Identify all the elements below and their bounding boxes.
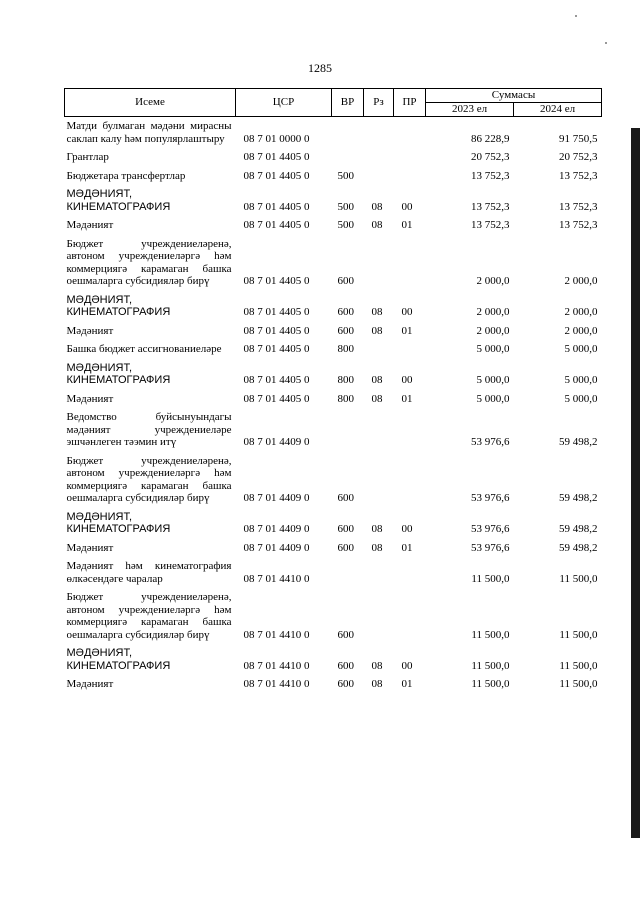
row-amount-2024: 59 498,2 (559, 492, 598, 504)
header-year-2024: 2024 ел (514, 103, 602, 117)
row-amount-2024: 2 000,0 (564, 324, 598, 337)
row-pr: 01 (401, 678, 413, 690)
row-vr: 600 (337, 628, 354, 641)
row-pr: 00 (401, 306, 413, 318)
row-amount-2023: 11 500,0 (471, 678, 510, 690)
row-amount-2023: 53 976,6 (471, 541, 510, 554)
row-csr: 08 7 01 4405 0 (243, 151, 310, 163)
row-amount-2023: 11 500,0 (471, 628, 510, 641)
row-amount-2023: 13 752,3 (471, 219, 510, 231)
row-name: Мәдәният (66, 324, 114, 337)
row-name: Мәдәният (66, 541, 114, 554)
row-name: Мәдәният (66, 678, 114, 690)
scan-speck (575, 15, 577, 17)
table-row (65, 539, 602, 558)
row-amount-2023: 20 752,3 (471, 151, 510, 163)
row-amount-2024: 13 752,3 (559, 200, 598, 213)
row-amount-2024: 5 000,0 (564, 392, 598, 405)
row-name: МӘДӘНИЯТ, КИНЕМАТОГРАФИЯ (66, 510, 171, 535)
row-pr: 00 (401, 374, 413, 386)
row-name: Бюджетара трансфертлар (66, 169, 186, 182)
header-pr: ПР (394, 89, 426, 117)
row-csr: 08 7 01 4405 0 (243, 392, 310, 405)
table-row (65, 557, 602, 588)
row-amount-2024: 59 498,2 (559, 436, 598, 448)
row-pr (394, 117, 426, 149)
row-pr: 01 (401, 324, 413, 337)
row-amount-2023: 11 500,0 (471, 659, 510, 672)
table-row (65, 148, 602, 167)
table-row (65, 291, 602, 322)
row-pr (394, 167, 426, 186)
row-csr: 08 7 01 4410 0 (243, 678, 310, 690)
row-rz (364, 148, 394, 167)
row-csr: 08 7 01 4410 0 (243, 628, 310, 641)
row-pr: 01 (401, 219, 413, 231)
row-amount-2023: 5 000,0 (476, 392, 510, 405)
row-name: МӘДӘНИЯТ, КИНЕМАТОГРАФИЯ (66, 361, 171, 386)
row-amount-2024: 13 752,3 (559, 219, 598, 231)
table-row (65, 452, 602, 508)
row-csr: 08 7 01 4409 0 (243, 541, 310, 554)
row-rz: 08 (371, 392, 383, 405)
table-row (65, 216, 602, 235)
scan-speck (605, 42, 607, 44)
row-rz: 08 (371, 324, 383, 337)
row-vr: 800 (337, 343, 354, 355)
row-amount-2023: 13 752,3 (471, 169, 510, 182)
row-amount-2023: 2 000,0 (476, 306, 510, 318)
row-name: Бюджет учреждениеләренә, автоном учреждениеләргә һәм коммерциягә карамаган башка оешмаларга субсидияләр бирү (66, 237, 232, 287)
table-header (65, 89, 602, 117)
row-vr: 600 (337, 678, 354, 690)
row-pr: 01 (401, 541, 413, 554)
row-csr: 08 7 01 4405 0 (243, 374, 310, 386)
table-row (65, 167, 602, 186)
table-row (65, 408, 602, 452)
row-name: Мәдәният һәм кинематография өлкәсендәге чаралар (66, 560, 232, 585)
header-year-2023: 2023 ел (426, 103, 514, 117)
row-amount-2024: 59 498,2 (559, 523, 598, 535)
header-rz: Рз (364, 89, 394, 117)
table-body (65, 117, 602, 694)
row-rz: 08 (371, 523, 383, 535)
row-rz (364, 452, 394, 508)
row-rz: 08 (371, 219, 383, 231)
row-name: МӘДӘНИЯТ, КИНЕМАТОГРАФИЯ (66, 647, 171, 672)
row-csr: 08 7 01 4405 0 (243, 343, 310, 355)
header-sums: Суммасы (426, 89, 602, 103)
header-name: Исеме (65, 89, 236, 117)
row-amount-2024: 2 000,0 (564, 306, 598, 318)
row-rz (364, 408, 394, 452)
header-csr: ЦСР (236, 89, 332, 117)
row-csr: 08 7 01 4409 0 (243, 492, 310, 504)
row-amount-2024: 2 000,0 (564, 275, 598, 287)
row-name: Грантлар (66, 151, 109, 163)
row-rz: 08 (371, 200, 383, 213)
row-vr: 600 (337, 275, 354, 287)
table-row (65, 117, 602, 149)
row-amount-2024: 11 500,0 (559, 628, 598, 641)
row-amount-2023: 13 752,3 (471, 200, 510, 213)
table-row (65, 322, 602, 341)
row-name: Матди булмаган мәдәни мирасны саклап калу һәм популярлаштыру (66, 120, 232, 145)
row-amount-2024: 59 498,2 (559, 541, 598, 554)
row-pr (394, 588, 426, 644)
row-name: Ведомство буйсынуындагы мәдәният учреждениеләре эшчәнлеген тәэмин итү (66, 411, 232, 448)
row-pr (394, 235, 426, 291)
row-amount-2023: 53 976,6 (471, 523, 510, 535)
row-rz (364, 557, 394, 588)
header-vr: ВР (332, 89, 364, 117)
row-rz: 08 (371, 374, 383, 386)
row-name: Башка бюджет ассигнованиеләре (66, 343, 222, 355)
row-amount-2024: 91 750,5 (559, 132, 598, 145)
row-rz (364, 235, 394, 291)
table-row (65, 390, 602, 409)
row-pr: 00 (401, 523, 413, 535)
table-row (65, 508, 602, 539)
row-amount-2023: 5 000,0 (476, 374, 510, 386)
row-name: Мәдәният (66, 392, 114, 405)
row-vr: 800 (337, 392, 354, 405)
row-amount-2023: 53 976,6 (471, 436, 510, 448)
row-vr (332, 557, 364, 588)
row-name: МӘДӘНИЯТ, КИНЕМАТОГРАФИЯ (66, 293, 171, 318)
row-pr (394, 148, 426, 167)
budget-table (64, 88, 602, 694)
row-amount-2023: 5 000,0 (476, 343, 510, 355)
row-csr: 08 7 01 4405 0 (243, 219, 310, 231)
row-rz (364, 340, 394, 359)
row-csr: 08 7 01 4410 0 (243, 572, 310, 585)
row-csr: 08 7 01 4405 0 (243, 306, 310, 318)
row-csr: 08 7 01 4405 0 (243, 324, 310, 337)
row-amount-2023: 2 000,0 (476, 275, 510, 287)
row-rz: 08 (371, 541, 383, 554)
row-csr: 08 7 01 4410 0 (243, 659, 310, 672)
row-csr: 08 7 01 4405 0 (243, 275, 310, 287)
row-vr (332, 148, 364, 167)
row-vr: 500 (337, 200, 354, 213)
row-csr: 08 7 01 4409 0 (243, 523, 310, 535)
row-vr (332, 408, 364, 452)
row-csr: 08 7 01 4405 0 (243, 200, 310, 213)
row-pr: 00 (401, 659, 413, 672)
row-amount-2024: 11 500,0 (559, 659, 598, 672)
row-pr: 01 (401, 392, 413, 405)
row-amount-2024: 11 500,0 (559, 678, 598, 690)
row-vr: 500 (337, 169, 354, 182)
row-pr (394, 452, 426, 508)
row-name: Бюджет учреждениеләренә, автоном учреждениеләргә һәм коммерциягә карамаган башка оешмаларга субсидияләр бирү (66, 591, 232, 641)
row-amount-2024: 5 000,0 (564, 374, 598, 386)
row-pr: 00 (401, 200, 413, 213)
row-rz (364, 167, 394, 186)
row-csr: 08 7 01 0000 0 (243, 132, 310, 145)
row-amount-2024: 5 000,0 (564, 343, 598, 355)
table-row (65, 588, 602, 644)
table-row (65, 185, 602, 216)
row-rz: 08 (371, 678, 383, 690)
row-rz: 08 (371, 306, 383, 318)
row-amount-2024: 11 500,0 (559, 572, 598, 585)
table-row (65, 675, 602, 694)
row-csr: 08 7 01 4405 0 (243, 169, 310, 182)
row-name: Мәдәният (66, 219, 114, 231)
scan-edge-shadow (631, 128, 640, 838)
row-rz (364, 588, 394, 644)
table-row (65, 644, 602, 675)
row-amount-2023: 53 976,6 (471, 492, 510, 504)
row-vr: 600 (337, 541, 354, 554)
table-row (65, 359, 602, 390)
row-name: Бюджет учреждениеләренә, автоном учреждениеләргә һәм коммерциягә карамаган башка оешмаларга субсидияләр бирү (66, 454, 232, 504)
row-amount-2024: 20 752,3 (559, 151, 598, 163)
row-vr: 500 (337, 219, 354, 231)
row-vr (332, 117, 364, 149)
row-vr: 600 (337, 659, 354, 672)
budget-table-container (64, 88, 601, 694)
table-row (65, 340, 602, 359)
row-amount-2023: 11 500,0 (471, 572, 510, 585)
row-vr: 600 (337, 324, 354, 337)
row-vr: 600 (337, 492, 354, 504)
page-number: 1285 (308, 61, 332, 75)
row-amount-2024: 13 752,3 (559, 169, 598, 182)
row-pr (394, 557, 426, 588)
row-amount-2023: 86 228,9 (471, 132, 510, 145)
row-vr: 800 (337, 374, 354, 386)
row-vr: 600 (337, 523, 354, 535)
row-vr: 600 (337, 306, 354, 318)
table-row (65, 235, 602, 291)
row-csr: 08 7 01 4409 0 (243, 436, 310, 448)
row-name: МӘДӘНИЯТ, КИНЕМАТОГРАФИЯ (66, 188, 171, 213)
row-amount-2023: 2 000,0 (476, 324, 510, 337)
row-pr (394, 408, 426, 452)
row-rz: 08 (371, 659, 383, 672)
row-pr (394, 340, 426, 359)
row-rz (364, 117, 394, 149)
